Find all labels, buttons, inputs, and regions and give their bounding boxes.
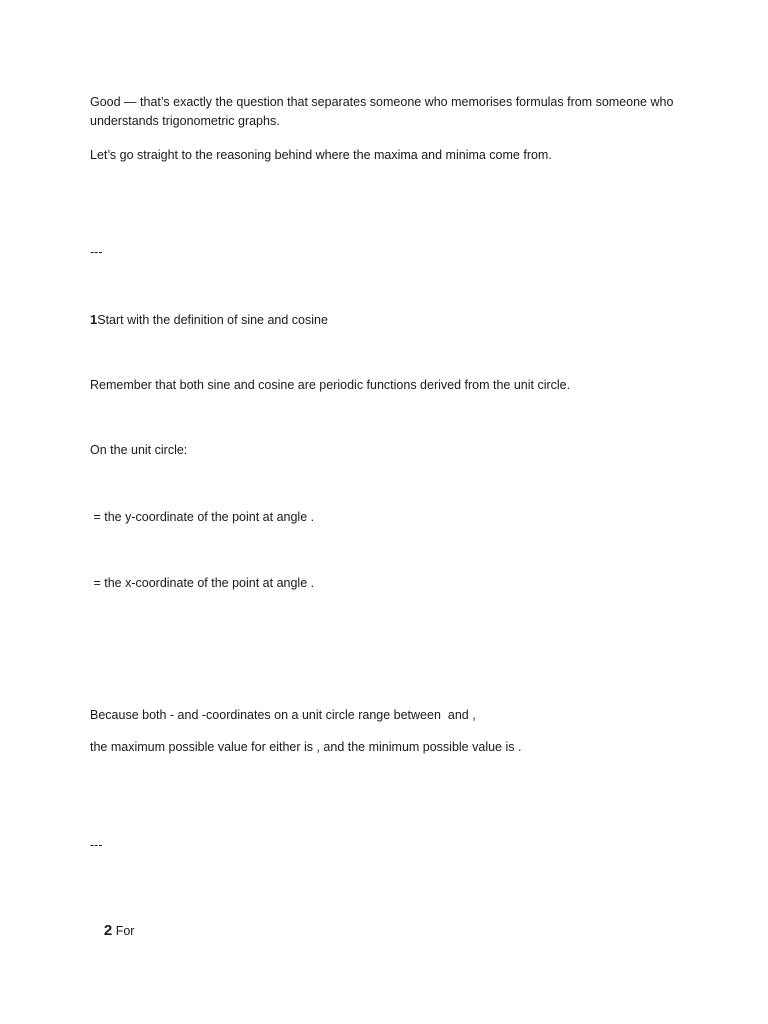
range-paragraph: Because both - and -coordinates on a unit circle range between and , (90, 708, 476, 722)
section-2-heading (90, 902, 680, 960)
sine-definition: = the y-coordinate of the point at angle . (90, 510, 315, 524)
section-1-heading (90, 310, 680, 330)
section-1-number: 1 (90, 312, 98, 327)
max-min-paragraph: the maximum possible value for either is , and the minimum possible value is . (90, 740, 522, 754)
divider-1: --- (90, 245, 103, 259)
cosine-definition: = the x-coordinate of the point at angle . (90, 576, 315, 590)
intro-paragraph-2: Let’s go straight to the reasoning behind where the maxima and minima come from. (90, 148, 552, 162)
section-2-number: 2 (103, 922, 113, 939)
section-2-title: For (112, 924, 135, 938)
intro-paragraph: Good — that’s exactly the question that separates someone who memorises formulas from someone who understands trigonometric graphs. (90, 95, 674, 128)
section-1-title: Start with the definition of sine and cosine (97, 313, 328, 327)
unit-circle-paragraph: On the unit circle: (90, 443, 188, 457)
periodic-paragraph: Remember that both sine and cosine are periodic functions derived from the unit circle. (90, 378, 571, 392)
divider-2: --- (90, 838, 103, 852)
